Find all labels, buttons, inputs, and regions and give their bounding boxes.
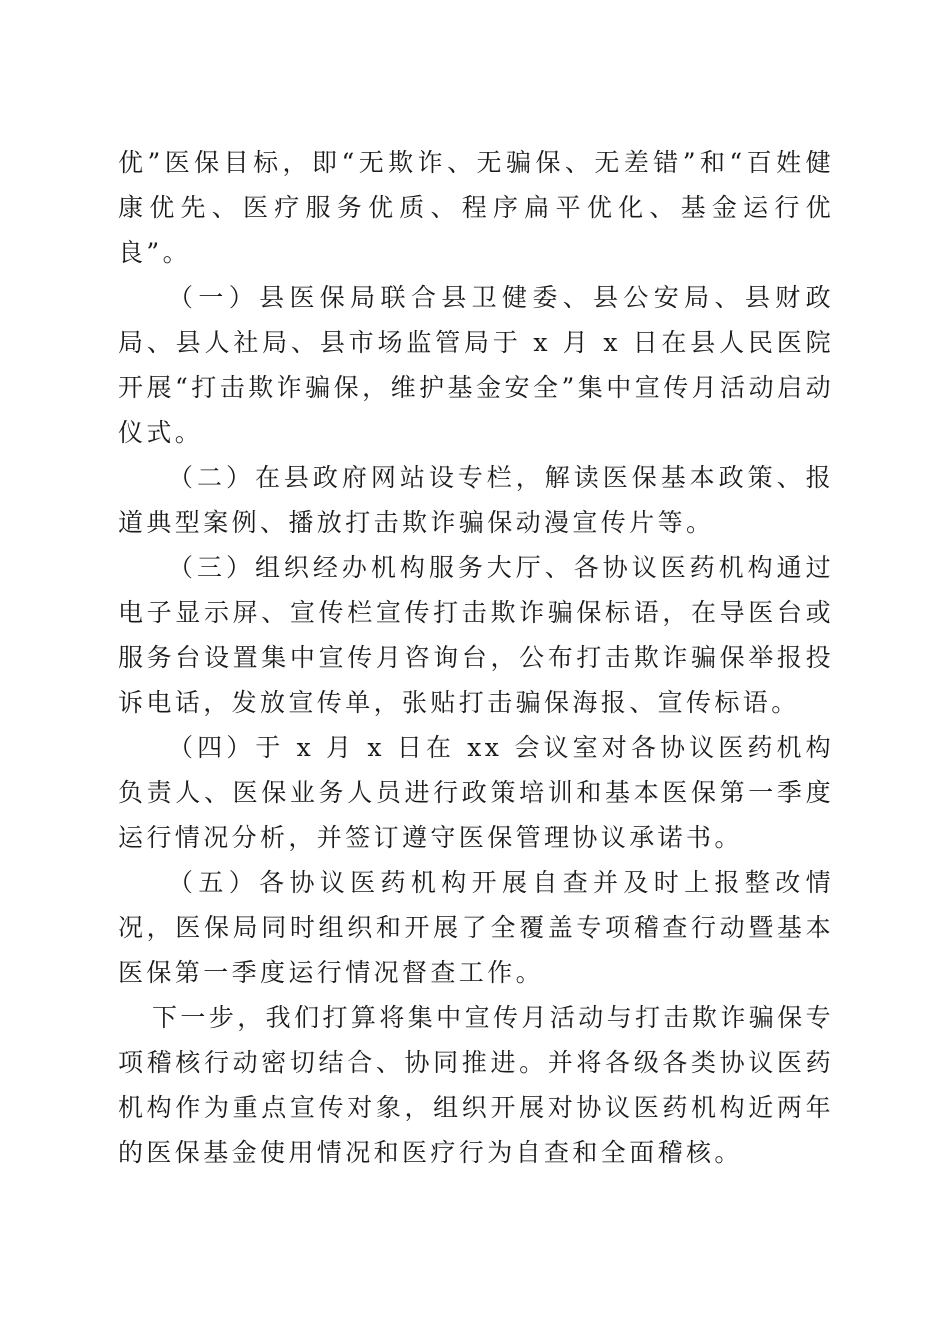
paragraph-item-5: （五）各协议医药机构开展自查并及时上报整改情况，医保局同时组织和开展了全覆盖专项稽查行动暨基本医保第一季度运行情况督查工作。 (118, 868, 834, 987)
paragraph-item-2: （二）在县政府网站设专栏，解读医保基本政策、报道典型案例、播放打击欺诈骗保动漫宣传片等。 (118, 463, 834, 537)
paragraph-item-4: （四）于 x 月 x 日在 xx 会议室对各协议医药机构负责人、医保业务人员进行政策培训和基本医保第一季度运行情况分析，并签订遵守医保管理协议承诺书。 (118, 733, 834, 852)
paragraph-item-3: （三）组织经办机构服务大厅、各协议医药机构通过电子显示屏、宣传栏宣传打击欺诈骗保标语，在导医台或服务台设置集中宣传月咨询台，公布打击欺诈骗保举报投诉电话，发放宣传单，张贴打击骗保海报、宣传标语。 (118, 553, 834, 717)
paragraph-next-steps: 下一步，我们打算将集中宣传月活动与打击欺诈骗保专项稽核行动密切结合、协同推进。并将各级各类协议医药机构作为重点宣传对象，组织开展对协议医药机构近两年的医保基金使用情况和医疗行为自查和全面稽核。 (118, 1003, 834, 1167)
paragraph-item-1: （一）县医保局联合县卫健委、县公安局、县财政局、县人社局、县市场监管局于 x 月 x 日在县人民医院开展“打击欺诈骗保，维护基金安全”集中宣传月活动启动仪式。 (118, 283, 834, 447)
paragraph-intro-continuation: 优”医保目标，即“无欺诈、无骗保、无差错”和“百姓健康优先、医疗服务优质、程序扁平优化、基金运行优良”。 (118, 148, 834, 267)
document-body (118, 140, 834, 1175)
